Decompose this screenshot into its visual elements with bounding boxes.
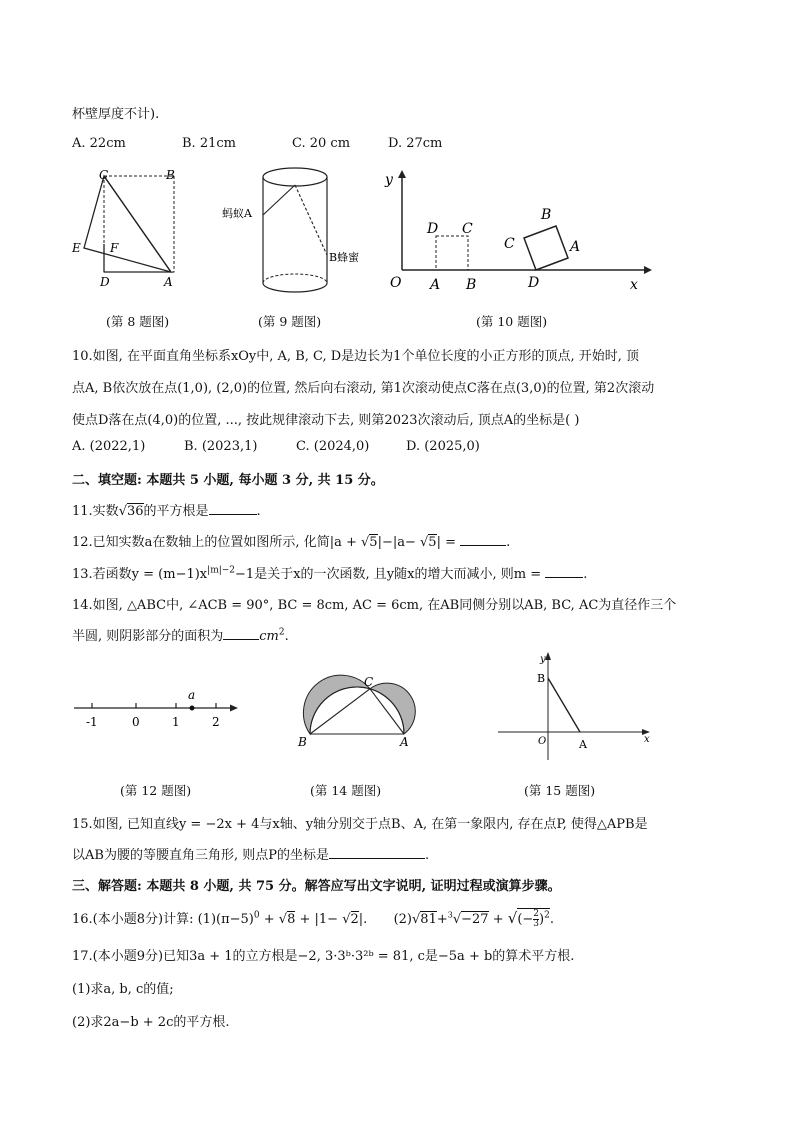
fig9-path-dashed <box>295 185 327 255</box>
fig15-y-arrow <box>545 652 551 660</box>
q10-line3: 使点D落在点(4,0)的位置, ..., 按此规律滚动下去, 则第2023次滚动后, 顶点A的坐标是( ) <box>72 413 580 428</box>
q16-frac-num: 2 <box>533 909 540 919</box>
q15-line1: 15.如图, 已知直线y = −2x + 4与x轴、y轴分别交于点B、A, 在第一象限内, 存在点P, 使得△APB是 <box>72 817 648 832</box>
q16-radicand-81: 81 <box>420 912 437 927</box>
fig10-x-arrow <box>644 266 652 274</box>
q16-sqrt-8: √8 <box>278 912 296 927</box>
q11-pre: 11.实数 <box>72 504 119 519</box>
q16-square: 2 <box>544 910 550 921</box>
q14-unit-sup: 2 <box>278 627 285 638</box>
fig10-label-d-axis: D <box>528 275 540 291</box>
q10-option-b: B. (2023,1) <box>184 439 258 454</box>
q15-line2-pre: 以AB为腰的等腰直角三角形, 则点P的坐标是 <box>72 848 329 863</box>
q9-option-c: C. 20 cm <box>292 136 351 151</box>
fig10-rolled-square <box>524 226 568 270</box>
q16-sqrt-81: √81 <box>412 912 437 927</box>
fig15-caption: (第 15 题图) <box>524 783 596 798</box>
fig12-point-a <box>190 706 195 711</box>
q16-part2: (2) <box>393 912 412 927</box>
fig8-triangle-ace <box>84 176 171 272</box>
fig15-line-ab <box>548 678 580 732</box>
figure-9 <box>218 163 368 299</box>
figure-15 <box>494 648 654 764</box>
q16-plus-1: + <box>259 912 279 927</box>
q14-end: . <box>284 629 289 644</box>
q13-exponent: |m|−2 <box>207 565 236 576</box>
q13-post: −1是关于x的一次函数, 且y随x的增大而减小, 则m = <box>235 567 542 582</box>
fig12-tick-label-minus1: -1 <box>86 715 98 729</box>
q11-sqrt: √36 <box>118 504 144 519</box>
q16-cube-index: 3 <box>447 910 453 920</box>
fig10-label-o: O <box>390 275 402 291</box>
fig15-label-a: A <box>579 738 587 751</box>
q9-tail: 杯壁厚度不计). <box>72 107 160 122</box>
fig12-point-label-a: a <box>188 688 196 702</box>
figure-12 <box>70 688 242 732</box>
q10-option-d: D. (2025,0) <box>406 439 480 454</box>
q16-radicand-8: 8 <box>287 912 296 927</box>
figure-8 <box>66 166 188 292</box>
q12-post: | = <box>436 535 456 550</box>
fig10-label-c-top: C <box>462 221 473 237</box>
fig10-initial-square <box>436 236 468 270</box>
fig9-honey-label: B蜂蜜 <box>329 251 360 264</box>
q16-exp-zero: 0 <box>253 910 260 921</box>
fig8-caption: (第 8 题图) <box>106 314 170 329</box>
fig8-label-a: A <box>164 275 173 289</box>
q16-frac-den: 3 <box>533 919 540 929</box>
q13-pre: 13.若函数y = (m−1)x <box>72 567 208 582</box>
fig8-label-d: D <box>100 275 110 289</box>
fig15-label-y: y <box>540 654 546 665</box>
figure-10 <box>380 166 652 296</box>
fig12-tick-label-0: 0 <box>132 715 140 729</box>
fig10-label-x: x <box>630 277 638 293</box>
q12-answer-blank <box>460 533 506 546</box>
q16-frac-radicand: (− $\frac{2}{3}$ )$^2$ <box>517 909 550 929</box>
fig9-caption: (第 9 题图) <box>258 314 322 329</box>
q16-end: . <box>549 912 554 927</box>
q16-pre: 16.(本小题8分)计算: (1)(π−5) <box>72 912 254 927</box>
fig8-diagonal-ca <box>104 176 171 272</box>
fig12-tick-label-2: 2 <box>212 715 220 729</box>
q9-option-b: B. 21cm <box>182 136 236 151</box>
q11-radicand: 36 <box>126 504 144 519</box>
fig10-label-c-rolled: C <box>504 236 515 252</box>
fig9-bottom-back-arc <box>263 274 327 283</box>
fig9-path-solid <box>263 185 295 215</box>
q9-option-a: A. 22cm <box>72 136 126 151</box>
fig8-label-e: E <box>72 241 81 255</box>
fig15-label-o: O <box>538 736 547 747</box>
q10-option-c: C. (2024,0) <box>296 439 370 454</box>
q9-option-d: D. 27cm <box>388 136 443 151</box>
fig10-label-b-rolled: B <box>541 207 552 223</box>
section-2-heading: 二、填空题: 本题共 5 小题, 每小题 3 分, 共 15 分。 <box>72 473 384 488</box>
q12-radicand-1: 5 <box>369 535 378 550</box>
fig10-y-arrow <box>398 170 406 178</box>
q11-answer-blank <box>209 502 257 515</box>
fig10-label-b-axis: B <box>466 277 477 293</box>
q11: 11.实数√36的平方根是 . <box>72 504 261 519</box>
q12: 12.已知实数a在数轴上的位置如图所示, 化简|a + √5|−|a− √5| = . <box>72 535 511 550</box>
q12-pre: 12.已知实数a在数轴上的位置如图所示, 化简|a + <box>72 535 361 550</box>
fig14-shaded-region-bc <box>303 675 370 734</box>
fig12-arrow <box>230 705 238 712</box>
q17-line3: (2)求2a−b + 2c的平方根. <box>72 1015 230 1030</box>
fig9-ant-label: 蚂蚁A <box>222 207 252 220</box>
q16-cbrt: $^3$√−27 <box>447 910 489 927</box>
q14-line2-pre: 半圆, 则阴影部分的面积为 <box>72 629 224 644</box>
q16-radicand-2: 2 <box>350 912 359 927</box>
q12-radicand-2: 5 <box>428 535 437 550</box>
q16-plus-3: + <box>488 912 508 927</box>
q14-unit: cm <box>259 629 279 644</box>
q11-post: 的平方根是 <box>143 504 209 519</box>
fig8-label-c: C <box>99 168 109 182</box>
fig10-label-y: y <box>385 172 393 188</box>
figure-14 <box>290 668 420 750</box>
fig15-label-b: B <box>537 672 546 685</box>
q17-line1: 17.(本小题9分)已知3a + 1的立方根是−2, 3·3ᵇ·3²ᵇ = 81, c是−5a + b的算术平方根. <box>72 949 575 964</box>
fig12-caption: (第 12 题图) <box>120 783 192 798</box>
q12-sqrt-2: √5 <box>420 535 437 550</box>
fig8-label-f: F <box>110 241 119 255</box>
fig10-label-a-axis: A <box>430 277 441 293</box>
q14-answer-blank <box>223 627 259 640</box>
q12-mid: |−|a− <box>377 535 420 550</box>
q13 <box>72 563 587 582</box>
q16-abs-post: |. <box>358 912 368 927</box>
q16-fraction <box>533 910 539 929</box>
fig12-tick-label-1: 1 <box>172 715 180 729</box>
fig14-label-a: A <box>400 735 409 749</box>
q13-answer-blank <box>545 565 583 578</box>
q10-line2: 点A, B依次放在点(1,0), (2,0)的位置, 然后向右滚动, 第1次滚动使点C落在点(3,0)的位置, 第2次滚动 <box>72 381 655 396</box>
fig8-label-b: B <box>166 168 175 182</box>
fig9-bottom-front-arc <box>263 283 327 292</box>
fig10-label-a-rolled: A <box>570 239 581 255</box>
fig14-label-c: C <box>364 675 374 689</box>
fig10-label-d-top: D <box>427 221 439 237</box>
q14-line1: 14.如图, △ABC中, ∠ACB = 90°, BC = 8cm, AC = 6cm, 在AB同侧分别以AB, BC, AC为直径作三个 <box>72 598 677 613</box>
q16-sqrt-frac: √ <box>507 909 518 927</box>
fig14-caption: (第 14 题图) <box>310 783 382 798</box>
fig15-label-x: x <box>644 734 650 745</box>
q10-option-a: A. (2022,1) <box>72 439 146 454</box>
q15-line2 <box>72 844 429 863</box>
q17-line2: (1)求a, b, c的值; <box>72 982 174 997</box>
q15-end: . <box>424 848 430 863</box>
q10-line1: 10.如图, 在平面直角坐标系xOy中, A, B, C, D是边长为1个单位长度的小正方形的顶点, 开始时, 顶 <box>72 349 639 364</box>
q16-sqrt-2: √2 <box>342 912 359 927</box>
fig10-caption: (第 10 题图) <box>476 314 548 329</box>
fig9-top-ellipse <box>263 168 327 186</box>
q12-sqrt-1: √5 <box>360 535 378 550</box>
q16-plus-2: + <box>436 912 448 927</box>
fig14-label-b: B <box>298 735 307 749</box>
q13-end: . <box>583 567 588 582</box>
q16-abs-pre: + |1− <box>295 912 343 927</box>
q16-radicand-27: −27 <box>461 912 489 927</box>
q15-answer-blank <box>329 846 425 859</box>
section-3-heading: 三、解答题: 本题共 8 小题, 共 75 分。解答应写出文字说明, 证明过程或演算步骤。 <box>72 879 561 894</box>
q14-line2 <box>72 625 289 644</box>
q16 <box>72 908 554 929</box>
